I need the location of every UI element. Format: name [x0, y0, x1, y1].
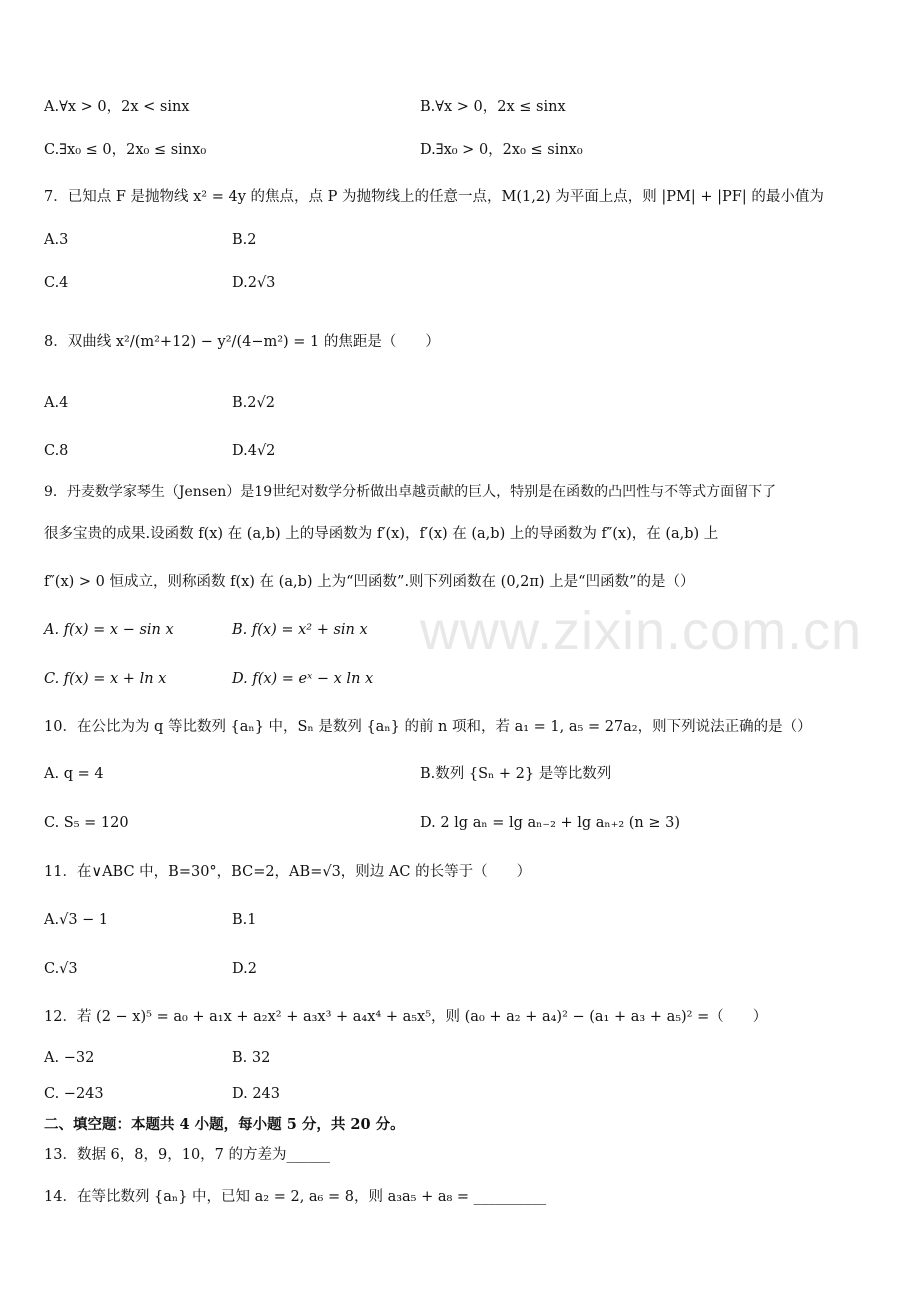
q9-option-d: D. f(x) = eˣ − x ln x — [232, 671, 374, 687]
q14-stem: 14．在等比数列 {aₙ} 中，已知 a₂ = 2, a₆ = 8，则 a₃a₅ + a₈ = __________ — [44, 1189, 547, 1205]
q7-option-a: A.3 — [44, 232, 69, 248]
q9-stem-line2: 很多宝贵的成果.设函数 f(x) 在 (a,b) 上的导函数为 f′(x)，f′(x) 在 (a,b) 上的导函数为 f″(x)，在 (a,b) 上 — [44, 526, 719, 542]
q10-option-b: B.数列 {Sₙ + 2} 是等比数列 — [420, 766, 612, 782]
q11-stem: 11．在∨ABC 中，B=30°，BC=2，AB=√3，则边 AC 的长等于（ ） — [44, 864, 532, 880]
q7-option-c: C.4 — [44, 275, 69, 291]
q11-option-b: B.1 — [232, 912, 257, 928]
q10-option-d: D. 2 lg aₙ = lg aₙ₋₂ + lg aₙ₊₂ (n ≥ 3) — [420, 815, 681, 831]
q12-stem: 12．若 (2 − x)⁵ = a₀ + a₁x + a₂x² + a₃x³ + a₄x⁴ + a₅x⁵，则 (a₀ + a₂ + a₄)² − (a₁ + a₃ + a₅)² =（ ） — [44, 1009, 768, 1025]
q8-stem: 8．双曲线 x²/(m²+12) − y²/(4−m²) = 1 的焦距是（ ） — [44, 334, 440, 350]
q6-option-c: C.∃x₀ ≤ 0，2x₀ ≤ sinx₀ — [44, 142, 207, 158]
q10-stem: 10．在公比为为 q 等比数列 {aₙ} 中，Sₙ 是数列 {aₙ} 的前 n 项和，若 a₁ = 1, a₅ = 27a₂，则下列说法正确的是（） — [44, 719, 812, 735]
q6-option-a: A.∀x > 0，2x < sinx — [44, 99, 190, 115]
q9-stem-line3: f″(x) > 0 恒成立，则称函数 f(x) 在 (a,b) 上为“凹函数”.则下列函数在 (0,2π) 上是“凹函数”的是（） — [44, 574, 695, 590]
q9-stem-line1: 9．丹麦数学家琴生（Jensen）是19世纪对数学分析做出卓越贡献的巨人，特别是在函数的凸凹性与不等式方面留下了 — [44, 484, 777, 500]
q6-option-d: D.∃x₀ > 0，2x₀ ≤ sinx₀ — [420, 142, 583, 158]
q13-stem: 13．数据 6，8，9，10，7 的方差为______ — [44, 1147, 331, 1163]
q8-option-a: A.4 — [44, 395, 69, 411]
q11-option-c: C.√3 — [44, 961, 78, 977]
q6-option-b: B.∀x > 0，2x ≤ sinx — [420, 99, 566, 115]
q8-option-d: D.4√2 — [232, 443, 276, 459]
q12-option-c: C. −243 — [44, 1086, 104, 1102]
q7-option-d: D.2√3 — [232, 275, 276, 291]
q12-option-b: B. 32 — [232, 1050, 271, 1066]
q9-option-b: B. f(x) = x² + sin x — [232, 622, 368, 638]
q9-option-c: C. f(x) = x + ln x — [44, 671, 167, 687]
q7-stem: 7．已知点 F 是抛物线 x² = 4y 的焦点，点 P 为抛物线上的任意一点，M(1,2) 为平面上点，则 |PM| + |PF| 的最小值为 — [44, 189, 824, 205]
q12-option-a: A. −32 — [44, 1050, 95, 1066]
section-heading-fill-in: 二、填空题：本题共 4 小题，每小题 5 分，共 20 分。 — [44, 1116, 405, 1133]
q8-option-b: B.2√2 — [232, 395, 275, 411]
watermark: www.zixin.com.cn — [420, 601, 863, 661]
q11-option-d: D.2 — [232, 961, 257, 977]
q12-option-d: D. 243 — [232, 1086, 281, 1102]
q10-option-c: C. S₅ = 120 — [44, 815, 129, 831]
q11-option-a: A.√3 − 1 — [44, 912, 109, 928]
q8-option-c: C.8 — [44, 443, 69, 459]
q10-option-a: A. q = 4 — [44, 766, 104, 782]
q7-option-b: B.2 — [232, 232, 257, 248]
q9-option-a: A. f(x) = x − sin x — [44, 622, 174, 638]
